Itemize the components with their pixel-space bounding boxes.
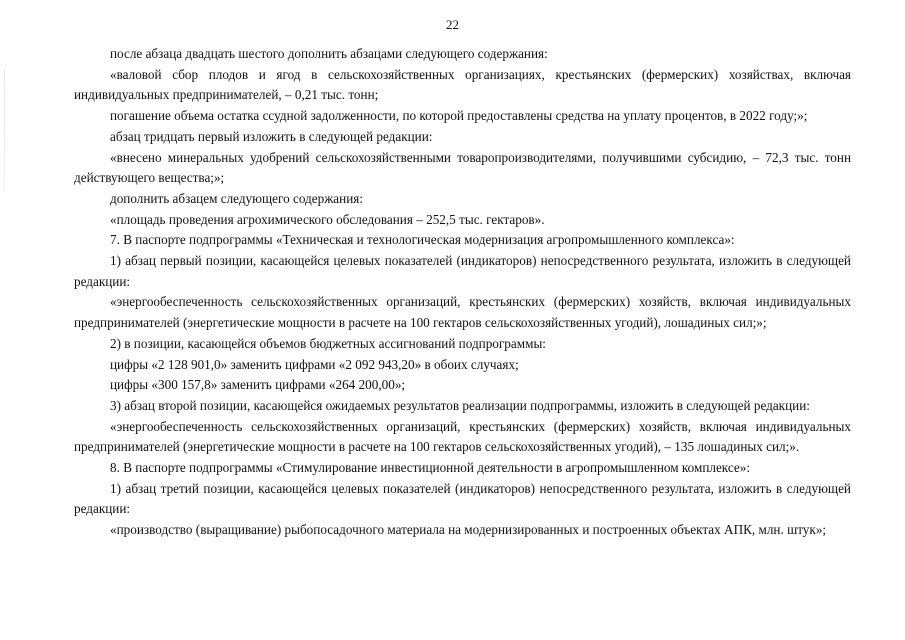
paragraph: 2) в позиции, касающейся объемов бюджетных ассигнований подпрограммы: [110, 335, 546, 351]
document-body [74, 44, 851, 541]
paragraph: «площадь проведения агрохимического обследования – 252,5 тыс. гектаров». [110, 211, 545, 227]
page-number: 22 [446, 17, 459, 32]
paragraph: 3) абзац второй позиции, касающейся ожидаемых результатов реализации подпрограммы, изложить в следующей редакции: [110, 397, 810, 413]
scan-margin-mark [4, 70, 5, 190]
paragraph: после абзаца двадцать шестого дополнить абзацами следующего содержания: [110, 46, 548, 61]
paragraph: «внесено минеральных удобрений сельскохозяйственными товаропроизводителями, получившими субсидию, – 72,3 тыс. тонн действующего вещества;»; [74, 149, 851, 186]
paragraph: цифры «300 157,8» заменить цифрами «264 200,00»; [110, 377, 406, 393]
section-heading: 8. В паспорте подпрограммы «Стимулирование инвестиционной деятельности в агропромышленном комплексе»: [110, 460, 751, 476]
paragraph: дополнить абзацем следующего содержания: [110, 190, 364, 206]
paragraph: погашение объема остатка ссудной задолженности, по которой предоставлены средства на уплату процентов, в 2022 году;»; [110, 108, 808, 124]
section-heading: 7. В паспорте подпрограммы «Техническая и технологическая модернизация агропромышленного комплекса»: [110, 232, 735, 248]
paragraph: 1) абзац первый позиции, касающейся целевых показателей (индикаторов) непосредственного результата, изложить в следующей редакции: [74, 253, 851, 289]
paragraph: «валовой сбор плодов и ягод в сельскохозяйственных организациях, крестьянских (фермерских) хозяйствах, включая индивидуальных предпринимателей, – 0,21 тыс. тонн; [74, 66, 851, 103]
paragraph: «производство (выращивание) рыбопосадочного материала на модернизированных и построенных объектах АПК, млн. штук»; [110, 522, 827, 538]
paragraph: абзац тридцать первый изложить в следующей редакции: [110, 128, 433, 144]
paragraph: «энергообеспеченность сельскохозяйственных организаций, крестьянских (фермерских) хозяйств, включая индивидуальных предпринимателей (энергетические мощности в расчете на 100 гектаров сельскохозяйственных угодий), лошадиных сил;»; [74, 294, 851, 331]
paragraph: «энергообеспеченность сельскохозяйственных организаций, крестьянских (фермерских) хозяйств, включая индивидуальных предпринимателей (энергетические мощности в расчете на 100 гектаров сельскохозяйственных угодий), – 135 лошадиных сил;». [74, 418, 851, 455]
paragraph: 1) абзац третий позиции, касающейся целевых показателей (индикаторов) непосредственного результата, изложить в следующей редакции: [74, 480, 851, 517]
paragraph: цифры «2 128 901,0» заменить цифрами «2 092 943,20» в обоих случаях; [110, 356, 519, 372]
